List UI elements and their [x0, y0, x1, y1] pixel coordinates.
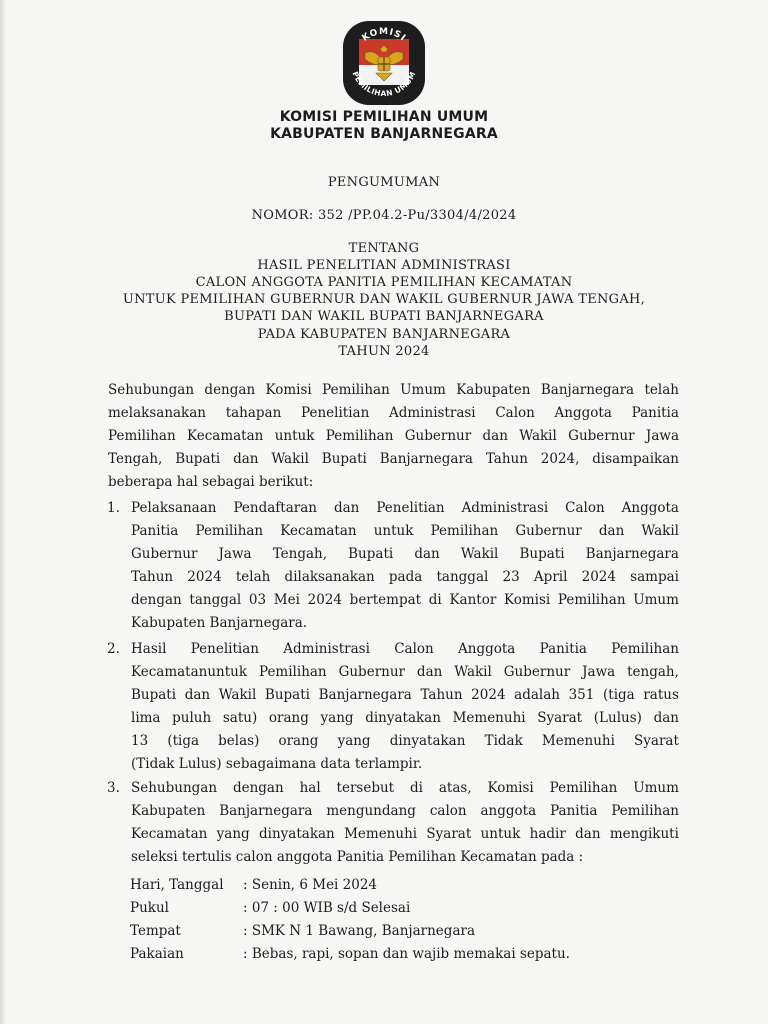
word: Bupati: [131, 687, 177, 703]
word: Memenuhi: [541, 733, 615, 749]
word: Pemilihan: [325, 428, 394, 444]
word: Anggota: [554, 405, 612, 421]
word: (Lulus): [593, 710, 642, 726]
word: yang: [216, 826, 250, 842]
title-line: UNTUK PEMILIHAN GUBERNUR DAN WAKIL GUBERNUR JAWA TENGAH,: [122, 292, 646, 307]
word: Komisi: [487, 780, 534, 796]
word: tanggal: [436, 569, 489, 585]
word: Administrasi: [283, 641, 370, 657]
word: Umum: [400, 382, 446, 398]
word: Hasil: [131, 641, 167, 657]
word: dan: [233, 451, 259, 467]
word: dengan: [204, 382, 256, 398]
word: dinyatakan: [389, 733, 466, 749]
word: Memenuhi: [452, 710, 526, 726]
word: Wakil: [641, 523, 679, 539]
word: telah: [235, 569, 271, 585]
word: Wakil: [271, 451, 309, 467]
word: Bupati: [321, 451, 367, 467]
word: satu): [222, 710, 258, 726]
word: Pemilihan: [195, 523, 264, 539]
list-item-line: [131, 546, 679, 562]
word: Komisi: [265, 382, 312, 398]
word: Kecamatan: [131, 826, 208, 842]
word: Panitia: [539, 641, 587, 657]
word: untuk: [274, 428, 315, 444]
word: 2024,: [540, 451, 580, 467]
word: Administrasi: [388, 405, 476, 421]
word: Pelaksanaan: [131, 500, 217, 516]
word: adalah: [514, 687, 560, 703]
word: Gubernur: [404, 428, 472, 444]
list-item-line: Kabupaten Banjarnegara.: [131, 615, 308, 631]
word: Panitia: [131, 523, 179, 539]
word: Kecamatan: [280, 523, 357, 539]
word: Kecamatan: [187, 428, 264, 444]
list-item-line: seleksi tertulis calon anggota Panitia Pemilihan Kecamatan pada :: [131, 849, 584, 865]
word: melaksanakan: [108, 405, 206, 421]
word: Pemilihan: [108, 428, 176, 444]
list-item-line: (Tidak Lulus) sebagaimana data terlampir.: [131, 756, 423, 772]
word: 13: [131, 733, 149, 749]
word: belas): [218, 733, 260, 749]
schedule-value: : 07 : 00 WIB s/d Selesai: [243, 900, 411, 916]
word: Tidak: [484, 733, 523, 749]
word: dan: [184, 687, 211, 703]
word: 2024: [581, 569, 616, 585]
list-item-line: [131, 687, 679, 703]
word: 2024: [471, 687, 506, 703]
word: Syarat: [426, 826, 472, 842]
word: Administrasi: [461, 500, 549, 516]
word: Anggota: [458, 641, 516, 657]
word: Banjarnegara: [318, 687, 412, 703]
list-item-line: [131, 710, 679, 726]
word: Memenuhi: [344, 826, 418, 842]
word: di: [428, 592, 442, 608]
list-item-number: 2.: [107, 641, 120, 657]
word: Tahun: [485, 451, 528, 467]
announcement-heading: PENGUMUMAN: [327, 175, 441, 190]
word: Syarat: [634, 733, 679, 749]
intro-line: beberapa hal sebagai berikut:: [108, 474, 314, 490]
word: Tengah,: [108, 451, 163, 467]
word: Pemilihan: [549, 780, 618, 796]
word: Gubernur: [338, 664, 405, 680]
word: Bupati: [519, 546, 565, 562]
title-line: PADA KABUPATEN BANJARNEGARA: [257, 327, 511, 342]
word: Wakil: [460, 546, 499, 562]
word: Komisi: [503, 592, 551, 608]
word: tengah,: [627, 664, 679, 680]
word: Panitia: [631, 405, 679, 421]
svg-text:KOMISI: KOMISI: [360, 27, 408, 44]
word: Penelitian: [190, 641, 259, 657]
word: atas,: [438, 780, 472, 796]
word: sampai: [630, 569, 679, 585]
word: dan: [416, 664, 443, 680]
list-item-line: [131, 500, 679, 516]
word: (tiga: [167, 733, 200, 749]
word: telah: [644, 382, 679, 398]
word: dinyatakan: [259, 826, 335, 842]
title-line: CALON ANGGOTA PANITIA PEMILIHAN KECAMATAN: [195, 275, 573, 290]
word: Pemilihan: [611, 803, 679, 819]
word: Wakil: [454, 664, 492, 680]
word: Sehubungan: [108, 382, 195, 398]
word: Pemilihan: [611, 641, 679, 657]
schedule-label: Pukul: [130, 900, 169, 916]
schedule-value: : Senin, 6 Mei 2024: [243, 877, 378, 893]
word: orang: [278, 733, 319, 749]
title-line: BUPATI DAN WAKIL BUPATI BANJARNEGARA: [224, 309, 544, 324]
word: mengikuti: [609, 826, 679, 842]
word: Wakil: [218, 687, 257, 703]
title-line: TENTANG: [348, 241, 420, 256]
word: Banjarnegara: [219, 803, 313, 819]
word: Kabupaten: [131, 803, 206, 819]
schedule-value: : Bebas, rapi, sopan dan wajib memakai sepatu.: [243, 946, 570, 962]
word: Wakil: [519, 428, 557, 444]
svg-text:PEMILIHAN UMUM: PEMILIHAN UMUM: [350, 70, 418, 99]
kpu-logo: [341, 19, 427, 107]
title-line: TAHUN 2024: [338, 344, 430, 359]
word: Syarat: [537, 710, 583, 726]
word: 03: [248, 592, 267, 608]
word: Penelitian: [376, 500, 445, 516]
word: 2024: [187, 569, 222, 585]
word: Pemilihan: [322, 382, 390, 398]
word: dan: [482, 428, 508, 444]
word: dan: [414, 546, 440, 562]
word: yang: [337, 733, 371, 749]
list-item-line: [131, 641, 679, 657]
word: tanggal: [189, 592, 242, 608]
word: Pemilihan: [430, 523, 499, 539]
word: di: [410, 780, 423, 796]
word: Gubernur: [515, 523, 582, 539]
word: Bupati: [264, 687, 310, 703]
word: tahapan: [225, 405, 282, 421]
word: Pendaftaran: [233, 500, 317, 516]
list-item-number: 1.: [107, 500, 120, 516]
word: hadir: [529, 826, 566, 842]
word: dan: [598, 523, 625, 539]
word: Banjarnegara: [379, 451, 473, 467]
list-item-number: 3.: [107, 780, 120, 796]
list-item-line: [131, 733, 679, 749]
word: yang: [320, 710, 354, 726]
word: Calon: [394, 641, 434, 657]
title-line: HASIL PENELITIAN ADMINISTRASI: [257, 258, 511, 273]
word: Jawa: [582, 664, 616, 680]
intro-line: [108, 451, 679, 467]
schedule-label: Tempat: [130, 923, 181, 939]
word: Tahun: [420, 687, 463, 703]
list-item-line: [131, 523, 679, 539]
word: Jawa: [218, 546, 252, 562]
announcement-number: NOMOR: 352 /PP.04.2-Pu/3304/4/2024: [251, 208, 517, 223]
word: Banjarnegara: [585, 546, 679, 562]
word: pada: [388, 569, 423, 585]
word: Bupati: [175, 451, 221, 467]
schedule-label: Pakaian: [130, 946, 184, 962]
word: 351: [568, 687, 595, 703]
word: Sehubungan: [131, 780, 218, 796]
list-item-line: [131, 664, 679, 680]
word: Pemilihan: [557, 592, 626, 608]
word: dan: [333, 500, 360, 516]
word: dilaksanakan: [284, 569, 375, 585]
word: Umum: [633, 592, 679, 608]
org-name-line1: KOMISI PEMILIHAN UMUM: [279, 109, 489, 125]
word: Umum: [633, 780, 679, 796]
word: orang: [268, 710, 309, 726]
word: disampaikan: [592, 451, 679, 467]
word: Tengah,: [272, 546, 328, 562]
word: dan: [575, 826, 601, 842]
word: Gubernur: [503, 664, 571, 680]
word: Panitia: [550, 803, 598, 819]
scan-edge-shadow: [0, 0, 6, 1024]
word: lima: [131, 710, 161, 726]
schedule-value: : SMK N 1 Bawang, Banjarnegara: [243, 923, 475, 939]
word: calon: [429, 803, 467, 819]
list-item-line: [131, 826, 679, 842]
list-item-line: [131, 592, 679, 608]
word: Gubernur: [131, 546, 198, 562]
word: Kantor: [449, 592, 497, 608]
word: dengan: [232, 780, 284, 796]
word: Anggota: [621, 500, 679, 516]
intro-line: [108, 405, 679, 421]
word: 2024: [307, 592, 342, 608]
word: Jawa: [645, 428, 679, 444]
word: Calon: [565, 500, 605, 516]
word: dinyatakan: [365, 710, 441, 726]
org-name-line2: KABUPATEN BANJARNEGARA: [270, 126, 498, 142]
word: Calon: [495, 405, 535, 421]
word: April: [533, 569, 568, 585]
word: dan: [653, 710, 679, 726]
word: tersebut: [336, 780, 395, 796]
intro-line: [108, 428, 679, 444]
word: puluh: [172, 710, 212, 726]
word: Bupati: [348, 546, 394, 562]
word: (tiga: [603, 687, 635, 703]
schedule-label: Hari, Tanggal: [130, 877, 224, 893]
list-item-line: [131, 780, 679, 796]
word: untuk: [373, 523, 414, 539]
word: Pemilihan: [258, 664, 327, 680]
word: Mei: [273, 592, 300, 608]
intro-line: [108, 382, 679, 398]
word: Tahun: [131, 569, 174, 585]
word: 23: [502, 569, 520, 585]
word: Banjarnegara: [540, 382, 635, 398]
list-item-line: [131, 569, 679, 585]
word: Penelitian: [301, 405, 370, 421]
word: dengan: [131, 592, 182, 608]
word: untuk: [480, 826, 521, 842]
list-item-line: [131, 803, 679, 819]
word: Kecamatanuntuk: [131, 664, 248, 680]
word: Kabupaten: [456, 382, 531, 398]
word: bertempat: [349, 592, 422, 608]
word: Gubernur: [568, 428, 635, 444]
word: ratus: [643, 687, 679, 703]
word: mengundang: [326, 803, 416, 819]
word: anggota: [480, 803, 537, 819]
word: hal: [299, 780, 321, 796]
